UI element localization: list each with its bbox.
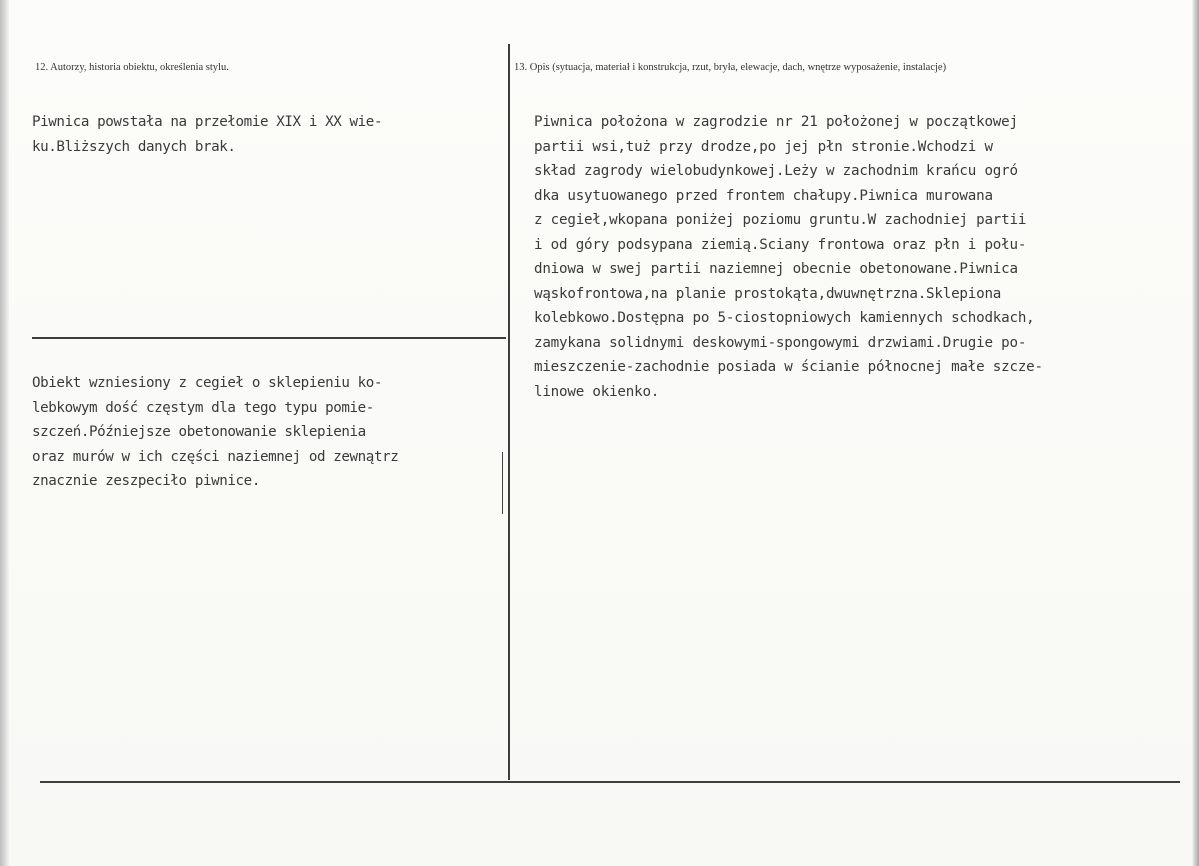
section-12-style-text: Obiekt wzniesiony z cegieł o sklepieniu ko- lebkowym dość częstym dla tego typu pomie- szczeń.Późniejsze obetonowanie sklepienia oraz murów w ich części naziemnej od zewnątrz znacznie zeszpeciło piwnice.: [32, 375, 399, 489]
left-column-separator: [32, 337, 506, 339]
section-12-heading: 12. Autorzy, historia obiektu, określenia stylu.: [35, 62, 229, 73]
section-13-heading: 13. Opis (sytuacja, materiał i konstrukcja, rzut, bryła, elewacje, dach, wnętrze wyposażenie, instalacje): [514, 62, 947, 73]
section-12-history-text: Piwnica powstała na przełomie XIX i XX wie- ku.Bliższych danych brak.: [32, 114, 383, 155]
scan-right-edge: [1192, 0, 1199, 866]
section-13-description-text: Piwnica położona w zagrodzie nr 21 położonej w początkowej partii wsi,tuż przy drodze,po jej płn stronie.Wchodzi w skład zagrody wielobudynkowej.Leży w zachodnim krańcu ogró dka usytuowanego przed frontem chałupy.Piwnica murowana z cegieł,wkopana poniżej poziomu gruntu.W zachodniej partii i od góry podsypana ziemią.Sciany frontowa oraz płn i połu- dniowa w swej partii naziemnej obecnie obetonowane.Piwnica wąskofrontowa,na planie prostokąta,dwuwnętrzna.Sklepiona kolebkowo.Dostępna po 5-ciostopniowych kamiennych schodkach, zamykana solidnymi deskowymi-spongowymi drzwiami.Drugie po- mieszczenie-zachodnie posiada w ścianie północnej małe szcze- linowe okienko.: [534, 114, 1043, 400]
scan-left-edge: [0, 0, 9, 866]
margin-mark: [502, 452, 503, 514]
bottom-rule: [40, 781, 1180, 783]
column-divider: [508, 44, 510, 780]
